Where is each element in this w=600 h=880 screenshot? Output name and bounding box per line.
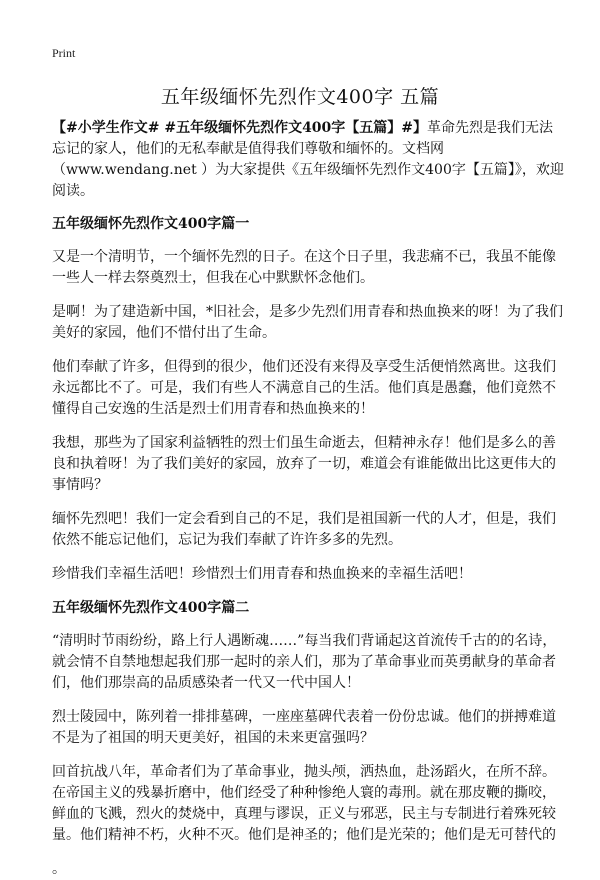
intro-lead: 【#小学生作文# #五年级缅怀先烈作文400字【五篇】#】 xyxy=(52,120,428,136)
page-title: 五年级缅怀先烈作文400字 五篇 xyxy=(160,86,440,108)
paragraph: 珍惜我们幸福生活吧！珍惜烈士们用青春和热血换来的幸福生活吧！ xyxy=(52,566,472,582)
trailing-mark: 。 xyxy=(52,861,66,877)
intro-text: 革命先烈是我们无法忘记的家人，他们的无私奉献是值得我们尊敬和缅怀的。文档网（www.wendang.net ）为大家提供《五年级缅怀先烈作文400字【五篇】》，欢迎阅读。 xyxy=(52,120,564,199)
paragraph: 缅怀先烈吧！我们一定会看到自己的不足，我们是祖国新一代的人才，但是，我们依然不能忘记他们，忘记为我们奉献了许许多多的先烈。 xyxy=(52,511,556,548)
print-link[interactable]: Print xyxy=(52,46,76,60)
paragraph: 烈士陵园中，陈列着一排排墓碑，一座座墓碑代表着一份份忠诚。他们的拼搏难道不是为了祖国的明天更美好，祖国的未来更富强吗？ xyxy=(52,709,556,746)
intro-paragraph xyxy=(52,118,566,202)
section-heading-2: 五年级缅怀先烈作文400字篇二 xyxy=(52,600,250,616)
section-heading-1: 五年级缅怀先烈作文400字篇一 xyxy=(52,216,250,232)
paragraph: 回首抗战八年，革命者们为了革命事业，抛头颅，洒热血，赴汤蹈火，在所不辞。在帝国主义的残暴折磨中，他们经受了种种惨绝人寰的毒刑。就在那皮鞭的撕咬，鲜血的飞溅，烈火的焚烧中，真理与谬误，正义与邪恶，民主与专制进行着殊死较量。他们精神不朽，火种不灭。他们是神圣的；他们是光荣的；他们是无可替代的 xyxy=(52,764,556,843)
article-body xyxy=(52,118,566,880)
paragraph: 又是一个清明节，一个缅怀先烈的日子。在这个日子里，我悲痛不已，我虽不能像一些人一样去祭奠烈士，但我在心中默默怀念他们。 xyxy=(52,249,556,286)
paragraph: “清明时节雨纷纷，路上行人遇断魂……”每当我们背诵起这首流传千古的的名诗，就会情不自禁地想起我们那一起时的亲人们，那为了革命事业而英勇献身的革命者们，他们那崇高的品质感染者一代又一代中国人！ xyxy=(52,633,557,691)
paragraph: 他们奉献了许多，但得到的很少，他们还没有来得及享受生活便悄然离世。这我们永远都比不了。可是，我们有些人不满意自己的生活。他们真是愚蠢，他们竟然不懂得自己安逸的生活是烈士们用青春和热血换来的！ xyxy=(52,359,556,417)
paragraph: 是啊！为了建造新中国，*旧社会，是多少先烈们用青春和热血换来的呀！为了我们美好的家园，他们不惜付出了生命。 xyxy=(52,304,563,341)
paragraph: 我想，那些为了国家利益牺牲的烈士们虽生命逝去，但精神永存！他们是多么的善良和执着呀！为了我们美好的家园，放弃了一切，难道会有谁能做出比这更伟大的事情吗？ xyxy=(52,435,556,493)
